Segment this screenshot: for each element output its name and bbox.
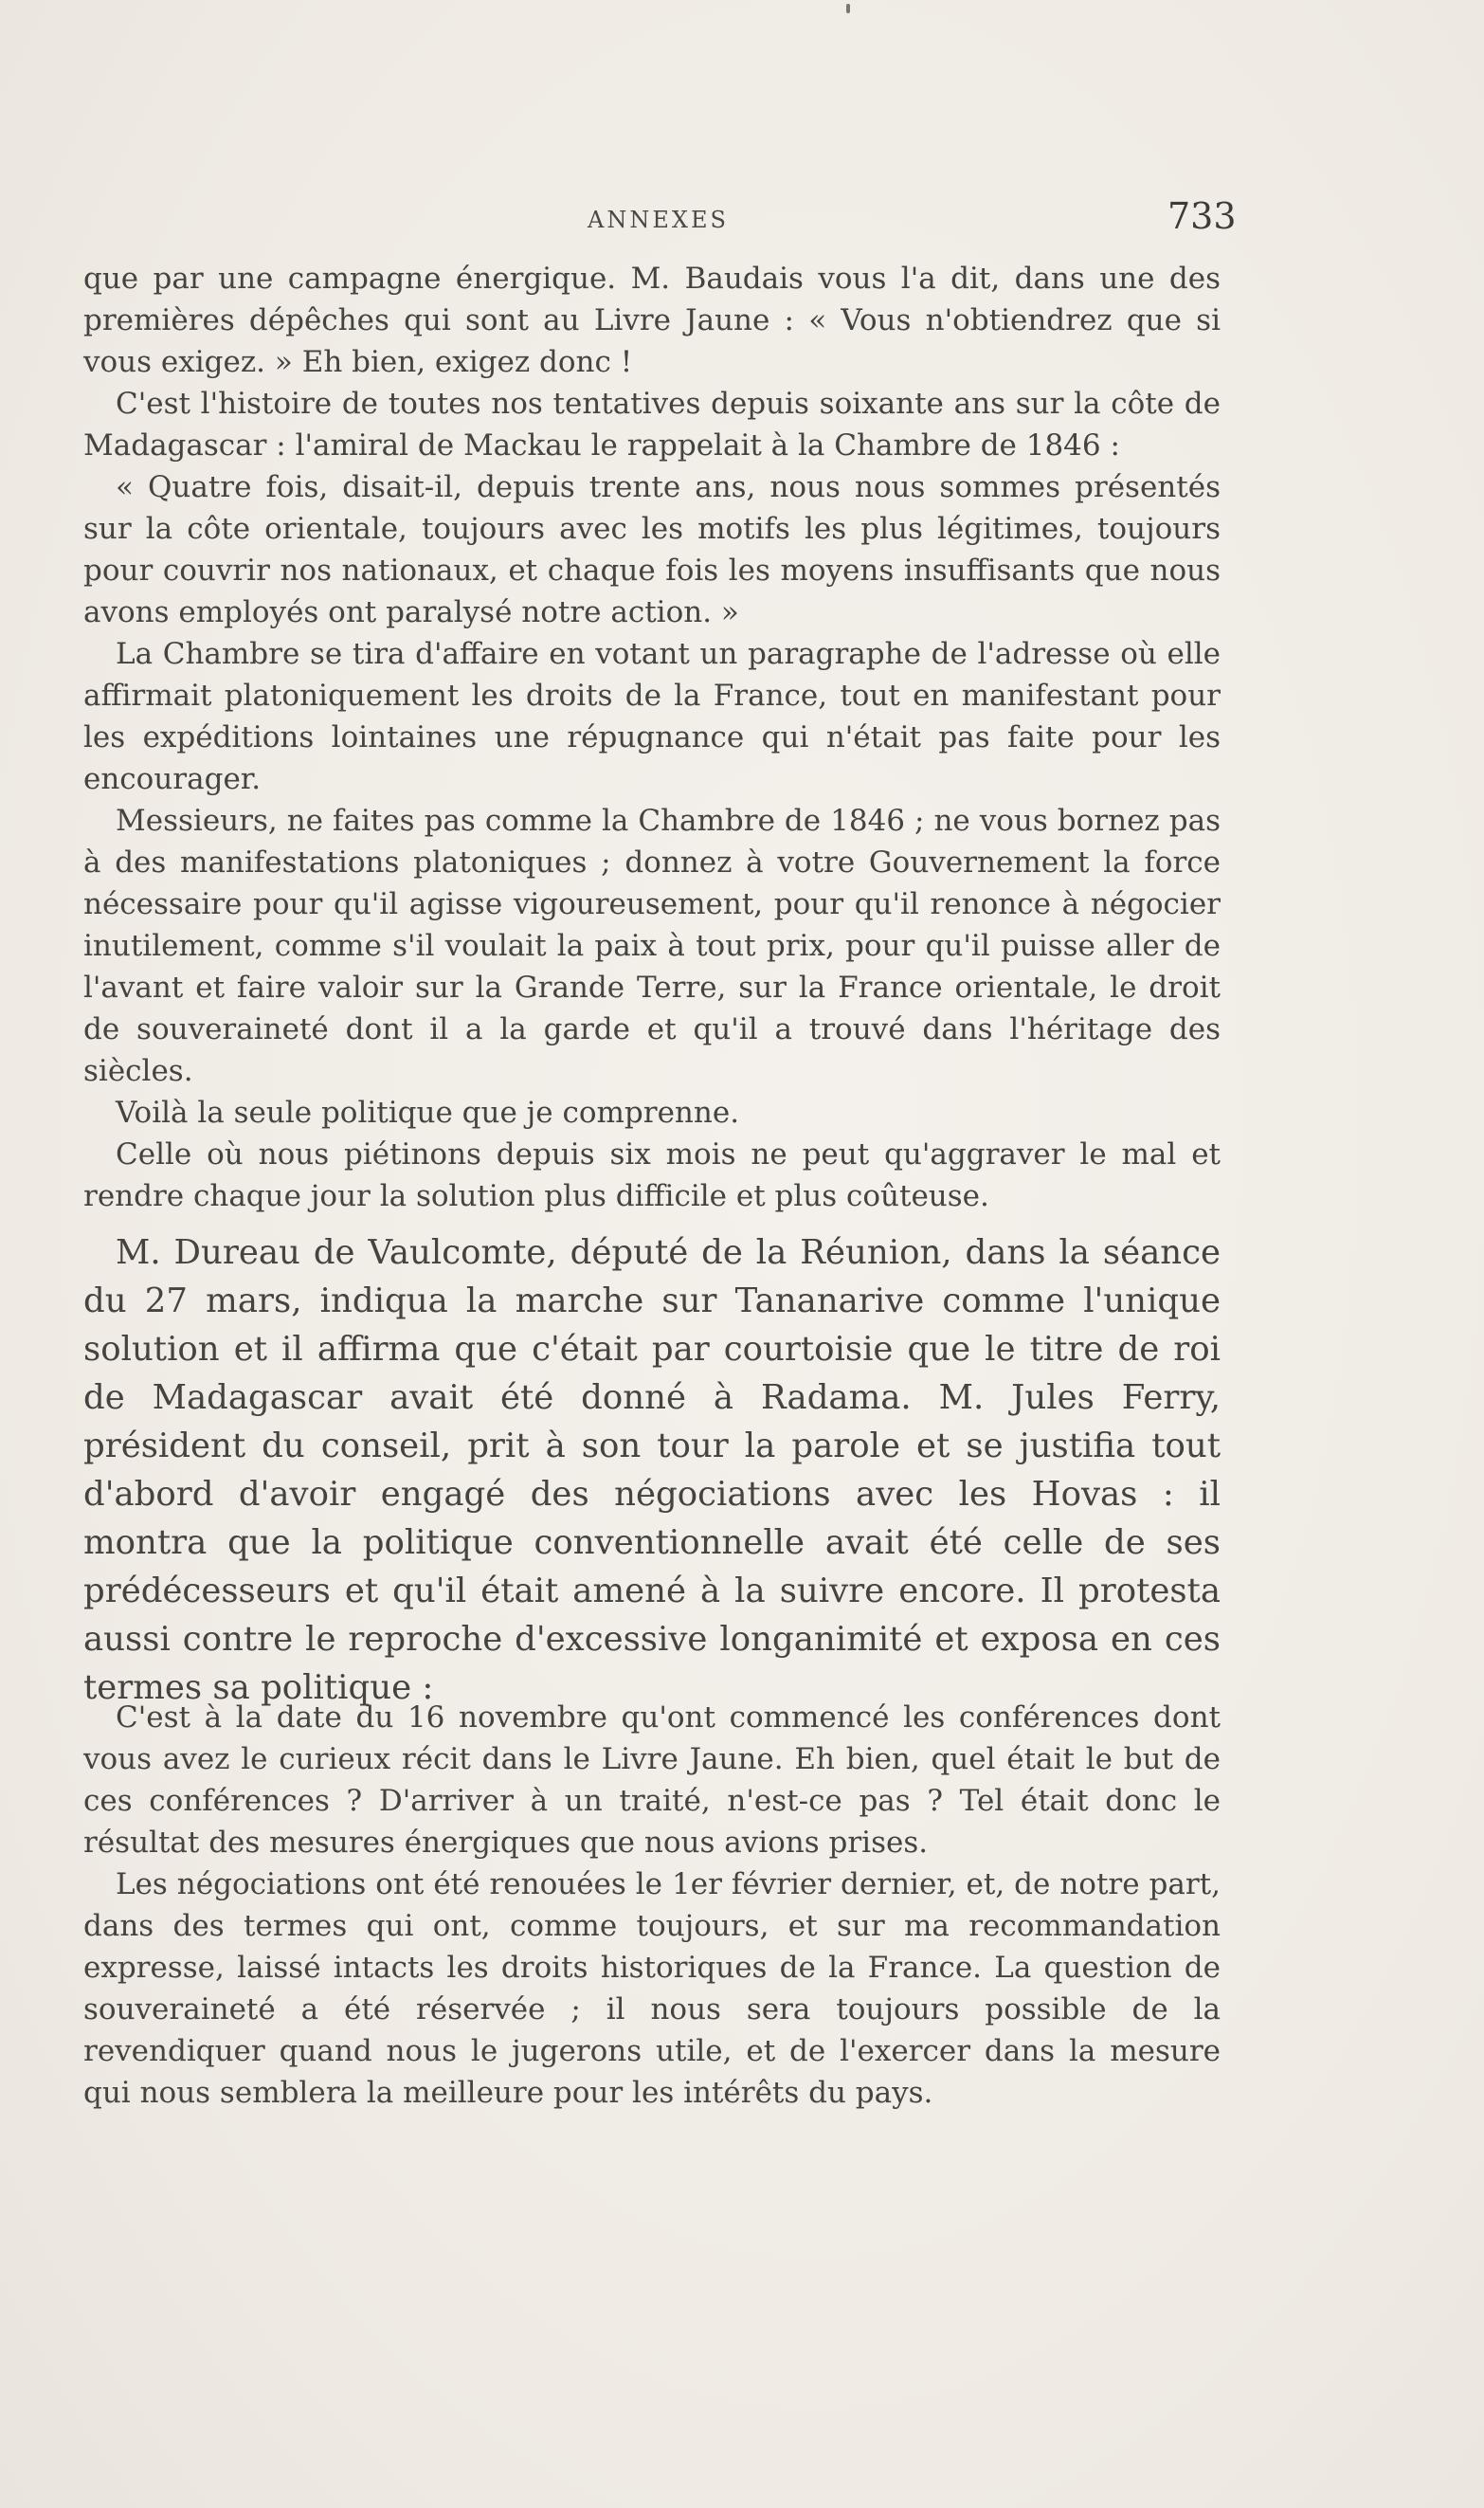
narrative-text [83, 1228, 1221, 1712]
paragraph: C'est l'histoire de toutes nos tentatives depuis soixante ans sur la côte de Madagascar : l'amiral de Mackau le rappelait à la Chambre de 1846 : [83, 387, 1221, 463]
quotation-paragraph: « Quatre fois, disait-il, depuis trente ans, nous nous sommes présentés sur la côte orientale, toujours avec les motifs les plus légitimes, toujours pour couvrir nos nationaux, et chaque fois les moyens insuffisants que nous avons employés ont paralysé notre action. » [83, 470, 1221, 629]
paragraph: Les négociations ont été renouées le 1er février dernier, et, de notre part, dans des termes qui ont, comme toujours, et sur ma recommandation expresse, laissé intacts les droits historiques de la France. La question de souveraineté a été réservée ; il nous sera toujours possible de la revendiquer quand nous le jugerons utile, et de l'exercer dans la mesure qui nous semblera la meilleure pour les intérêts du pays. [83, 1867, 1221, 2110]
paragraph: Voilà la seule politique que je comprenne. [116, 1096, 740, 1130]
speech-excerpt [83, 258, 1221, 1217]
ink-speck [846, 4, 850, 13]
paragraph: M. Dureau de Vaulcomte, député de la Réunion, dans la séance du 27 mars, indiqua la marche sur Tananarive comme l'unique solution et il affirma que c'était par courtoisie que le titre de roi de Madagascar avait été donné à Radama. M. Jules Ferry, président du conseil, prit à son tour la parole et se justifia tout d'abord d'avoir engagé des négociations avec les Hovas : il montra que la politique conventionnelle avait été celle de ses prédécesseurs et qu'il était amené à la suivre encore. Il protesta aussi contre le reproche d'excessive longanimité et exposa en ces termes sa politique : [83, 1233, 1221, 1707]
ferry-speech-excerpt [83, 1697, 1221, 2114]
paragraph: C'est à la date du 16 novembre qu'ont commencé les conférences dont vous avez le curieux récit dans le Livre Jaune. Eh bien, quel était le but de ces conférences ? D'arriver à un traité, n'est-ce pas ? Tel était donc le résultat des mesures énergiques que nous avions prises. [83, 1700, 1221, 1860]
paragraph: que par une campagne énergique. M. Baudais vous l'a dit, dans une des premières dépêches qui sont au Livre Jaune : « Vous n'obtiendrez que si vous exigez. » Eh bien, exigez donc ! [83, 262, 1221, 379]
paragraph: Messieurs, ne faites pas comme la Chambre de 1846 ; ne vous bornez pas à des manifestations platoniques ; donnez à votre Gouvernement la force nécessaire pour qu'il agisse vigoureusement, pour qu'il renonce à négocier inutilement, comme s'il voulait la paix à tout prix, pour qu'il puisse aller de l'avant et faire valoir sur la Grande Terre, sur la France orientale, le droit de souveraineté dont il a la garde et qu'il a trouvé dans l'héritage des siècles. [83, 804, 1221, 1088]
paragraph: Celle où nous piétinons depuis six mois ne peut qu'aggraver le mal et rendre chaque jour la solution plus difficile et plus coûteuse. [83, 1137, 1221, 1213]
page-header [0, 190, 1484, 246]
page-number: 733 [1167, 195, 1237, 237]
paragraph: La Chambre se tira d'affaire en votant un paragraphe de l'adresse où elle affirmait platoniquement les droits de la France, tout en manifestant pour les expéditions lointaines une répugnance qui n'était pas faite pour les encourager. [83, 637, 1221, 796]
running-head: ANNEXES [588, 207, 729, 233]
